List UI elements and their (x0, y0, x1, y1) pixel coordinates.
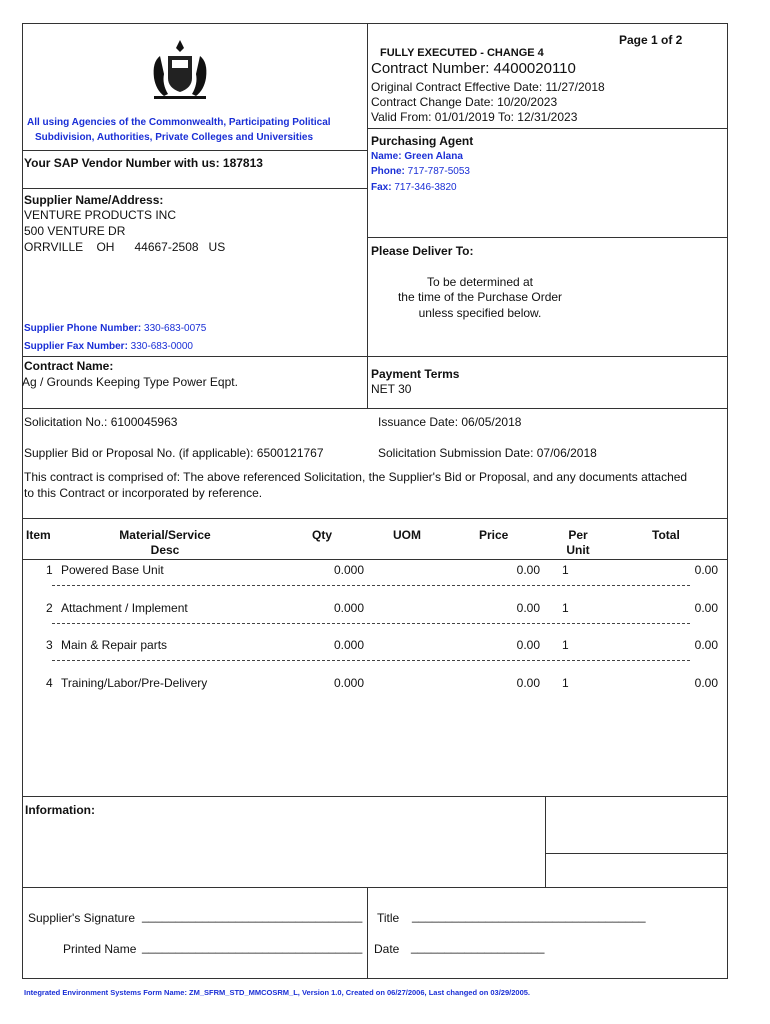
submission-date: Solicitation Submission Date: 07/06/2018 (378, 446, 597, 460)
contract-number: Contract Number: 4400020110 (371, 60, 576, 77)
col-desc: Material/Service (119, 528, 211, 542)
information-label: Information: (25, 803, 95, 817)
commonwealth-seal-logo (140, 38, 220, 100)
agent-phone-label: Phone: (371, 166, 405, 177)
divider (22, 559, 728, 560)
row-description: Training/Labor/Pre-Delivery (61, 675, 208, 690)
col-uom: UOM (393, 528, 421, 542)
page-number: Page 1 of 2 (619, 33, 683, 47)
row-total: 0.00 (694, 638, 718, 652)
supplier-fax-label: Supplier Fax Number: (24, 341, 128, 352)
row-qty: 0.000 (333, 675, 364, 690)
agent-fax (371, 182, 457, 193)
agent-phone-value: 717-787-5053 (404, 166, 470, 177)
date-label: Date (374, 942, 400, 956)
payment-terms-label: Payment Terms (371, 367, 460, 381)
agencies-line-2: Subdivision, Authorities, Private Colleges and Universities (35, 132, 314, 143)
printed-name-label: Printed Name (63, 942, 137, 956)
row-per-unit: 1 (562, 675, 569, 690)
row-qty: 0.000 (333, 600, 364, 615)
divider (545, 796, 546, 887)
bid-number: Supplier Bid or Proposal No. (if applicable): 6500121767 (24, 446, 324, 460)
col-per: Per (568, 528, 588, 542)
issuance-date: Issuance Date: 06/05/2018 (378, 415, 522, 429)
deliver-line: unless specified below. (418, 306, 542, 320)
row-total: 0.00 (694, 600, 718, 615)
original-date: Original Contract Effective Date: 11/27/2018 (371, 80, 605, 94)
form-footer: Integrated Environment Systems Form Name: ZM_SFRM_STD_MMCOSRM_L, Version 1.0, Created on 06/27/2006, Last changed on 03/29/2005. (24, 988, 530, 997)
divider (22, 23, 23, 979)
row-price: 0.00 (516, 638, 540, 652)
agent-fax-value: 717-346-3820 (391, 182, 457, 193)
row-item-number: 4 (46, 675, 53, 690)
divider (727, 23, 728, 979)
agent-label: Purchasing Agent (371, 134, 474, 148)
printed-name-line[interactable]: _________________________________ (142, 940, 363, 954)
supplier-fax-value: 330-683-0000 (127, 341, 193, 352)
divider (22, 150, 367, 151)
row-qty: 0.000 (333, 563, 364, 577)
solicitation-number: Solicitation No.: 6100045963 (24, 415, 178, 429)
divider (367, 237, 727, 238)
divider (22, 518, 728, 519)
divider (545, 853, 727, 854)
row-separator (52, 660, 690, 661)
col-total: Total (652, 528, 680, 542)
row-separator (52, 585, 690, 586)
row-qty: 0.000 (333, 638, 364, 652)
change-date: Contract Change Date: 10/20/2023 (371, 95, 558, 109)
valid-dates: Valid From: 01/01/2019 To: 12/31/2023 (371, 110, 578, 124)
divider (367, 128, 727, 129)
supplier-name: VENTURE PRODUCTS INC (24, 208, 177, 222)
supplier-fax (24, 341, 193, 352)
vendor-number: Your SAP Vendor Number with us: 187813 (24, 156, 263, 170)
divider (22, 356, 728, 357)
col-qty: Qty (312, 528, 333, 542)
deliver-line: To be determined at (426, 275, 534, 289)
supplier-phone (24, 323, 206, 334)
signature-label: Supplier's Signature (28, 911, 136, 925)
row-total: 0.00 (694, 563, 718, 577)
comprised-line-2: to this Contract or incorporated by reference. (24, 486, 263, 500)
title-line[interactable]: ___________________________________ (412, 909, 646, 923)
row-description: Attachment / Implement (61, 600, 188, 615)
row-item-number: 1 (46, 563, 53, 577)
row-description: Powered Base Unit (61, 563, 164, 577)
payment-terms-value: NET 30 (371, 382, 412, 396)
divider (22, 408, 728, 409)
row-item-number: 2 (46, 600, 53, 615)
row-per-unit: 1 (562, 638, 569, 652)
divider (22, 978, 728, 979)
row-per-unit: 1 (562, 563, 569, 577)
row-per-unit: 1 (562, 600, 569, 615)
title-label: Title (377, 911, 400, 925)
divider (22, 887, 728, 888)
comprised-line-1: This contract is comprised of: The above referenced Solicitation, the Supplier's Bid or Proposal, and any documents attached (24, 470, 688, 484)
deliver-line: the time of the Purchase Order (397, 290, 563, 304)
divider (22, 796, 728, 797)
supplier-phone-value: 330-683-0075 (141, 323, 207, 334)
signature-line[interactable]: _________________________________ (142, 909, 363, 923)
contract-name-value: Ag / Grounds Keeping Type Power Eqpt. (22, 375, 238, 389)
agent-fax-label: Fax: (371, 182, 392, 193)
row-price: 0.00 (516, 563, 540, 577)
supplier-city: ORRVILLE OH 44667-2508 US (24, 240, 226, 254)
contract-name-label: Contract Name: (24, 359, 114, 373)
col-price: Price (479, 528, 509, 542)
col-per-2: Unit (566, 543, 590, 557)
row-item-number: 3 (46, 638, 53, 652)
divider (367, 23, 368, 408)
supplier-street: 500 VENTURE DR (24, 224, 126, 238)
row-price: 0.00 (516, 675, 540, 690)
divider (22, 188, 367, 189)
supplier-phone-label: Supplier Phone Number: (24, 323, 142, 334)
agent-phone (371, 166, 470, 177)
row-description: Main & Repair parts (61, 638, 168, 652)
agent-name: Name: Green Alana (371, 151, 463, 162)
supplier-label: Supplier Name/Address: (24, 193, 164, 207)
col-desc-2: Desc (150, 543, 180, 557)
col-item: Item (26, 528, 51, 542)
deliver-label: Please Deliver To: (371, 244, 474, 258)
row-separator (52, 623, 690, 624)
status-title: FULLY EXECUTED - CHANGE 4 (380, 47, 544, 59)
row-total: 0.00 (694, 675, 718, 690)
divider (367, 887, 368, 979)
divider (22, 23, 728, 24)
date-line[interactable]: ____________________ (411, 940, 545, 954)
agencies-line-1: All using Agencies of the Commonwealth, Participating Political (27, 117, 331, 128)
row-price: 0.00 (516, 600, 540, 615)
